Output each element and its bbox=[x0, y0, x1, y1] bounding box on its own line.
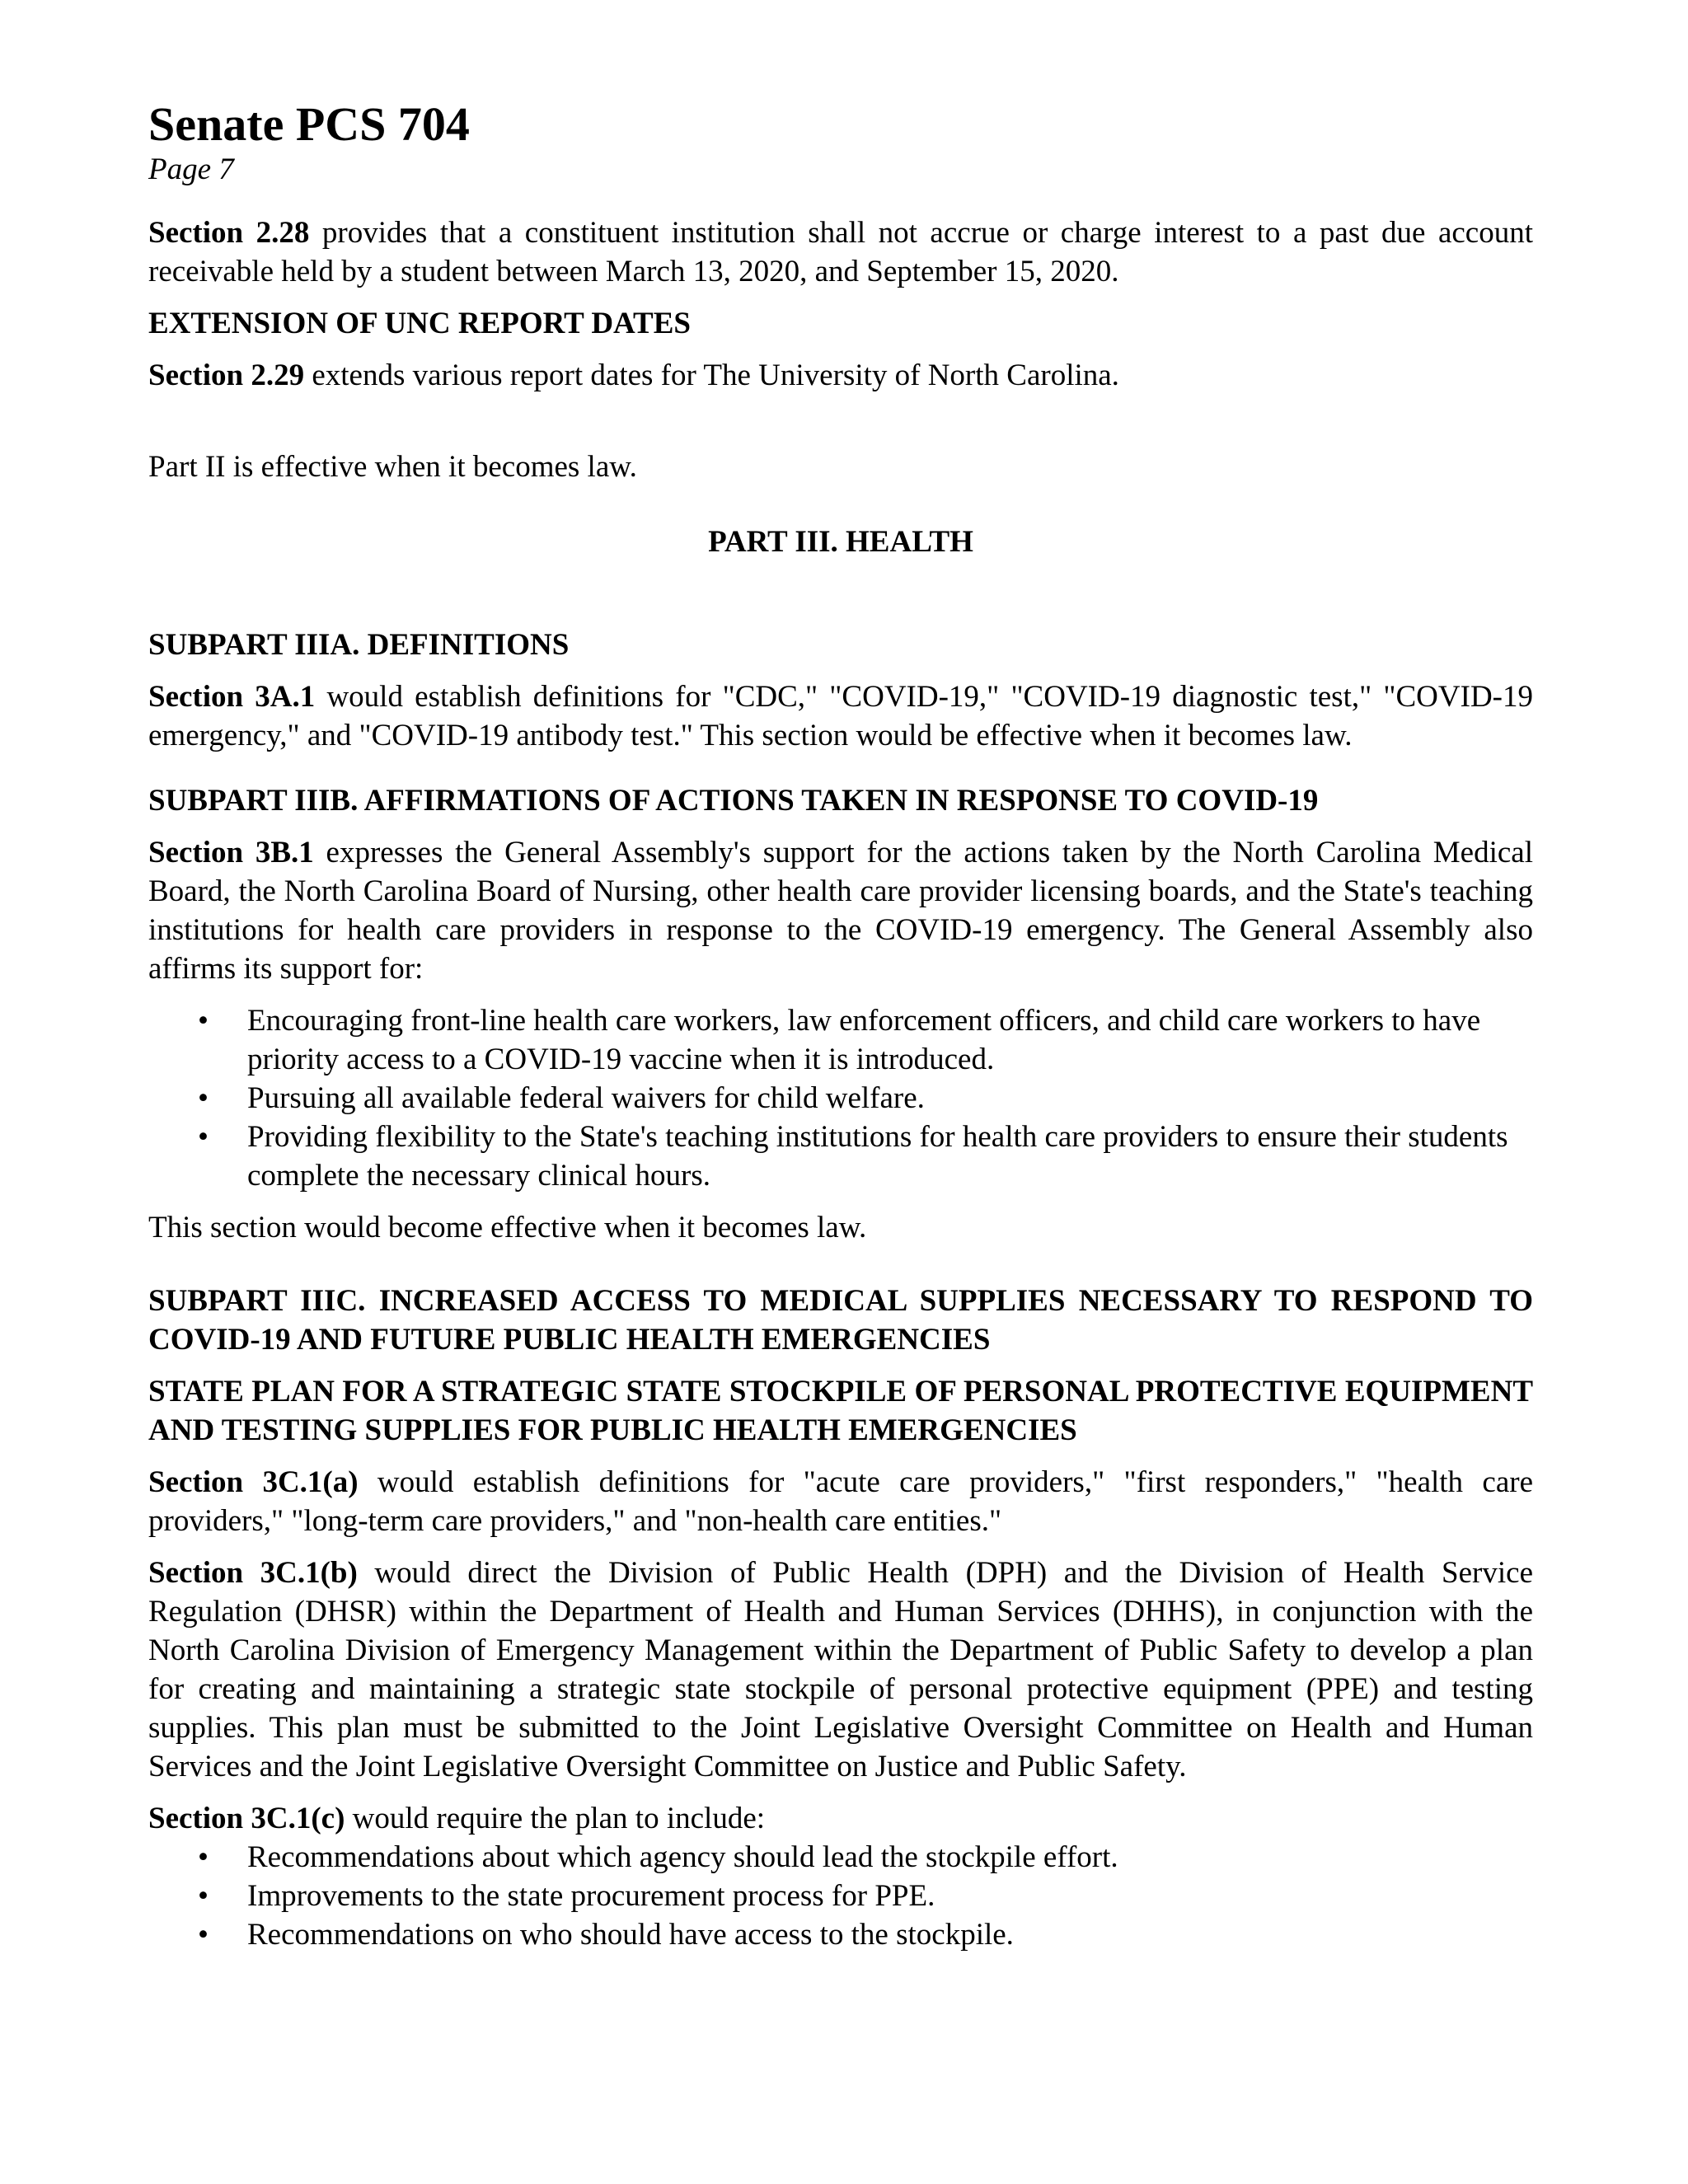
bullet-icon: • bbox=[198, 1918, 209, 1952]
paragraph-section-3c-1b bbox=[148, 1554, 1533, 1786]
part-iii-title: PART III. HEALTH bbox=[708, 525, 973, 559]
heading-state-plan-stockpile: STATE PLAN FOR A STRATEGIC STATE STOCKPILE OF PERSONAL PROTECTIVE EQUIPMENT AND TESTING SUPPLIES FOR PUBLIC HEALTH EMERGENCIES bbox=[148, 1375, 1533, 1447]
paragraph-text: extends various report dates for The University of North Carolina. bbox=[304, 359, 1119, 392]
paragraph-section-3c-1a bbox=[148, 1463, 1533, 1540]
paragraph-section-3b-effective: This section would become effective when it becomes law. bbox=[148, 1211, 867, 1244]
paragraph-text: would direct the Division of Public Health (DPH) and the Division of Health Service Regulation (DHSR) within the Department of Health and Human Services (DHHS), in conjunction with the North Carolina Division of Emergency Management within the Department of Public Safety to develop a plan for creating and maintaining a strategic state stockpile of personal protective equipment (PPE) and testing supplies. This plan must be submitted to the Joint Legislative Oversight Committee on Health and Human Services and the Joint Legislative Oversight Committee on Justice and Public Safety. bbox=[148, 1556, 1533, 1783]
list-item bbox=[148, 1079, 1533, 1118]
list-item bbox=[148, 1877, 1533, 1915]
paragraph-section-3a-1 bbox=[148, 677, 1533, 755]
document-title: Senate PCS 704 bbox=[148, 97, 470, 151]
heading-subpart-iiic: SUBPART IIIC. INCREASED ACCESS TO MEDICAL SUPPLIES NECESSARY TO RESPOND TO COVID-19 AND FUTURE PUBLIC HEALTH EMERGENCIES bbox=[148, 1284, 1533, 1357]
list-item-text: Encouraging front-line health care workers, law enforcement officers, and child care workers to have priority access to a COVID-19 vaccine when it is introduced. bbox=[247, 1004, 1481, 1076]
section-ref: Section 3C.1(b) bbox=[148, 1556, 358, 1590]
document-page bbox=[148, 97, 1533, 1954]
paragraph-section-3c-1c bbox=[148, 1799, 1533, 1838]
bullet-icon: • bbox=[198, 1081, 209, 1115]
page-number: Page 7 bbox=[148, 152, 234, 186]
paragraph-section-3b-1 bbox=[148, 833, 1533, 988]
paragraph-text: would establish definitions for "CDC," "COVID-19," "COVID-19 diagnostic test," "COVID-19 emergency," and "COVID-19 antibody test." This section would be effective when it becomes law. bbox=[148, 680, 1533, 752]
list-item-text: Improvements to the state procurement process for PPE. bbox=[247, 1879, 935, 1913]
list-item bbox=[148, 1001, 1533, 1079]
section-ref: Section 3A.1 bbox=[148, 680, 316, 714]
paragraph-text: would require the plan to include: bbox=[345, 1802, 766, 1835]
bullet-icon: • bbox=[198, 1120, 209, 1154]
paragraph-section-2-28 bbox=[148, 213, 1533, 291]
paragraph-section-2-29 bbox=[148, 356, 1533, 395]
paragraph-part-ii-effective: Part II is effective when it becomes law. bbox=[148, 450, 637, 484]
list-item-text: Recommendations about which agency should lead the stockpile effort. bbox=[247, 1840, 1118, 1874]
section-ref: Section 3C.1(c) bbox=[148, 1802, 345, 1835]
bullet-list-3b bbox=[148, 1001, 1533, 1195]
bullet-list-3c bbox=[148, 1838, 1533, 1954]
heading-subpart-iiib: SUBPART IIIB. AFFIRMATIONS OF ACTIONS TAKEN IN RESPONSE TO COVID-19 bbox=[148, 784, 1319, 818]
section-ref: Section 2.28 bbox=[148, 216, 310, 250]
list-item-text: Pursuing all available federal waivers for child welfare. bbox=[247, 1081, 925, 1115]
paragraph-text: provides that a constituent institution shall not accrue or charge interest to a past due account receivable held by a student between March 13, 2020, and September 15, 2020. bbox=[148, 216, 1533, 288]
paragraph-text: expresses the General Assembly's support for the actions taken by the North Carolina Medical Board, the North Carolina Board of Nursing, other health care provider licensing boards, and the State's teaching institutions for health care providers in response to the COVID-19 emergency. The General Assembly also affirms its support for: bbox=[148, 836, 1533, 986]
section-ref: Section 2.29 bbox=[148, 359, 305, 392]
heading-subpart-iiia: SUBPART IIIA. DEFINITIONS bbox=[148, 628, 570, 662]
bullet-icon: • bbox=[198, 1840, 209, 1874]
heading-unc-report-dates: EXTENSION OF UNC REPORT DATES bbox=[148, 307, 691, 340]
list-item bbox=[148, 1838, 1533, 1877]
list-item bbox=[148, 1915, 1533, 1954]
list-item bbox=[148, 1118, 1533, 1195]
bullet-icon: • bbox=[198, 1004, 209, 1038]
list-item-text: Providing flexibility to the State's teaching institutions for health care providers to ensure their students complete the necessary clinical hours. bbox=[247, 1120, 1508, 1193]
section-ref: Section 3B.1 bbox=[148, 836, 314, 869]
list-item-text: Recommendations on who should have access to the stockpile. bbox=[247, 1918, 1014, 1952]
paragraph-text: would establish definitions for "acute care providers," "first responders," "health care providers," "long-term care providers," and "non-health care entities." bbox=[148, 1465, 1533, 1538]
bullet-icon: • bbox=[198, 1879, 209, 1913]
section-ref: Section 3C.1(a) bbox=[148, 1465, 359, 1499]
